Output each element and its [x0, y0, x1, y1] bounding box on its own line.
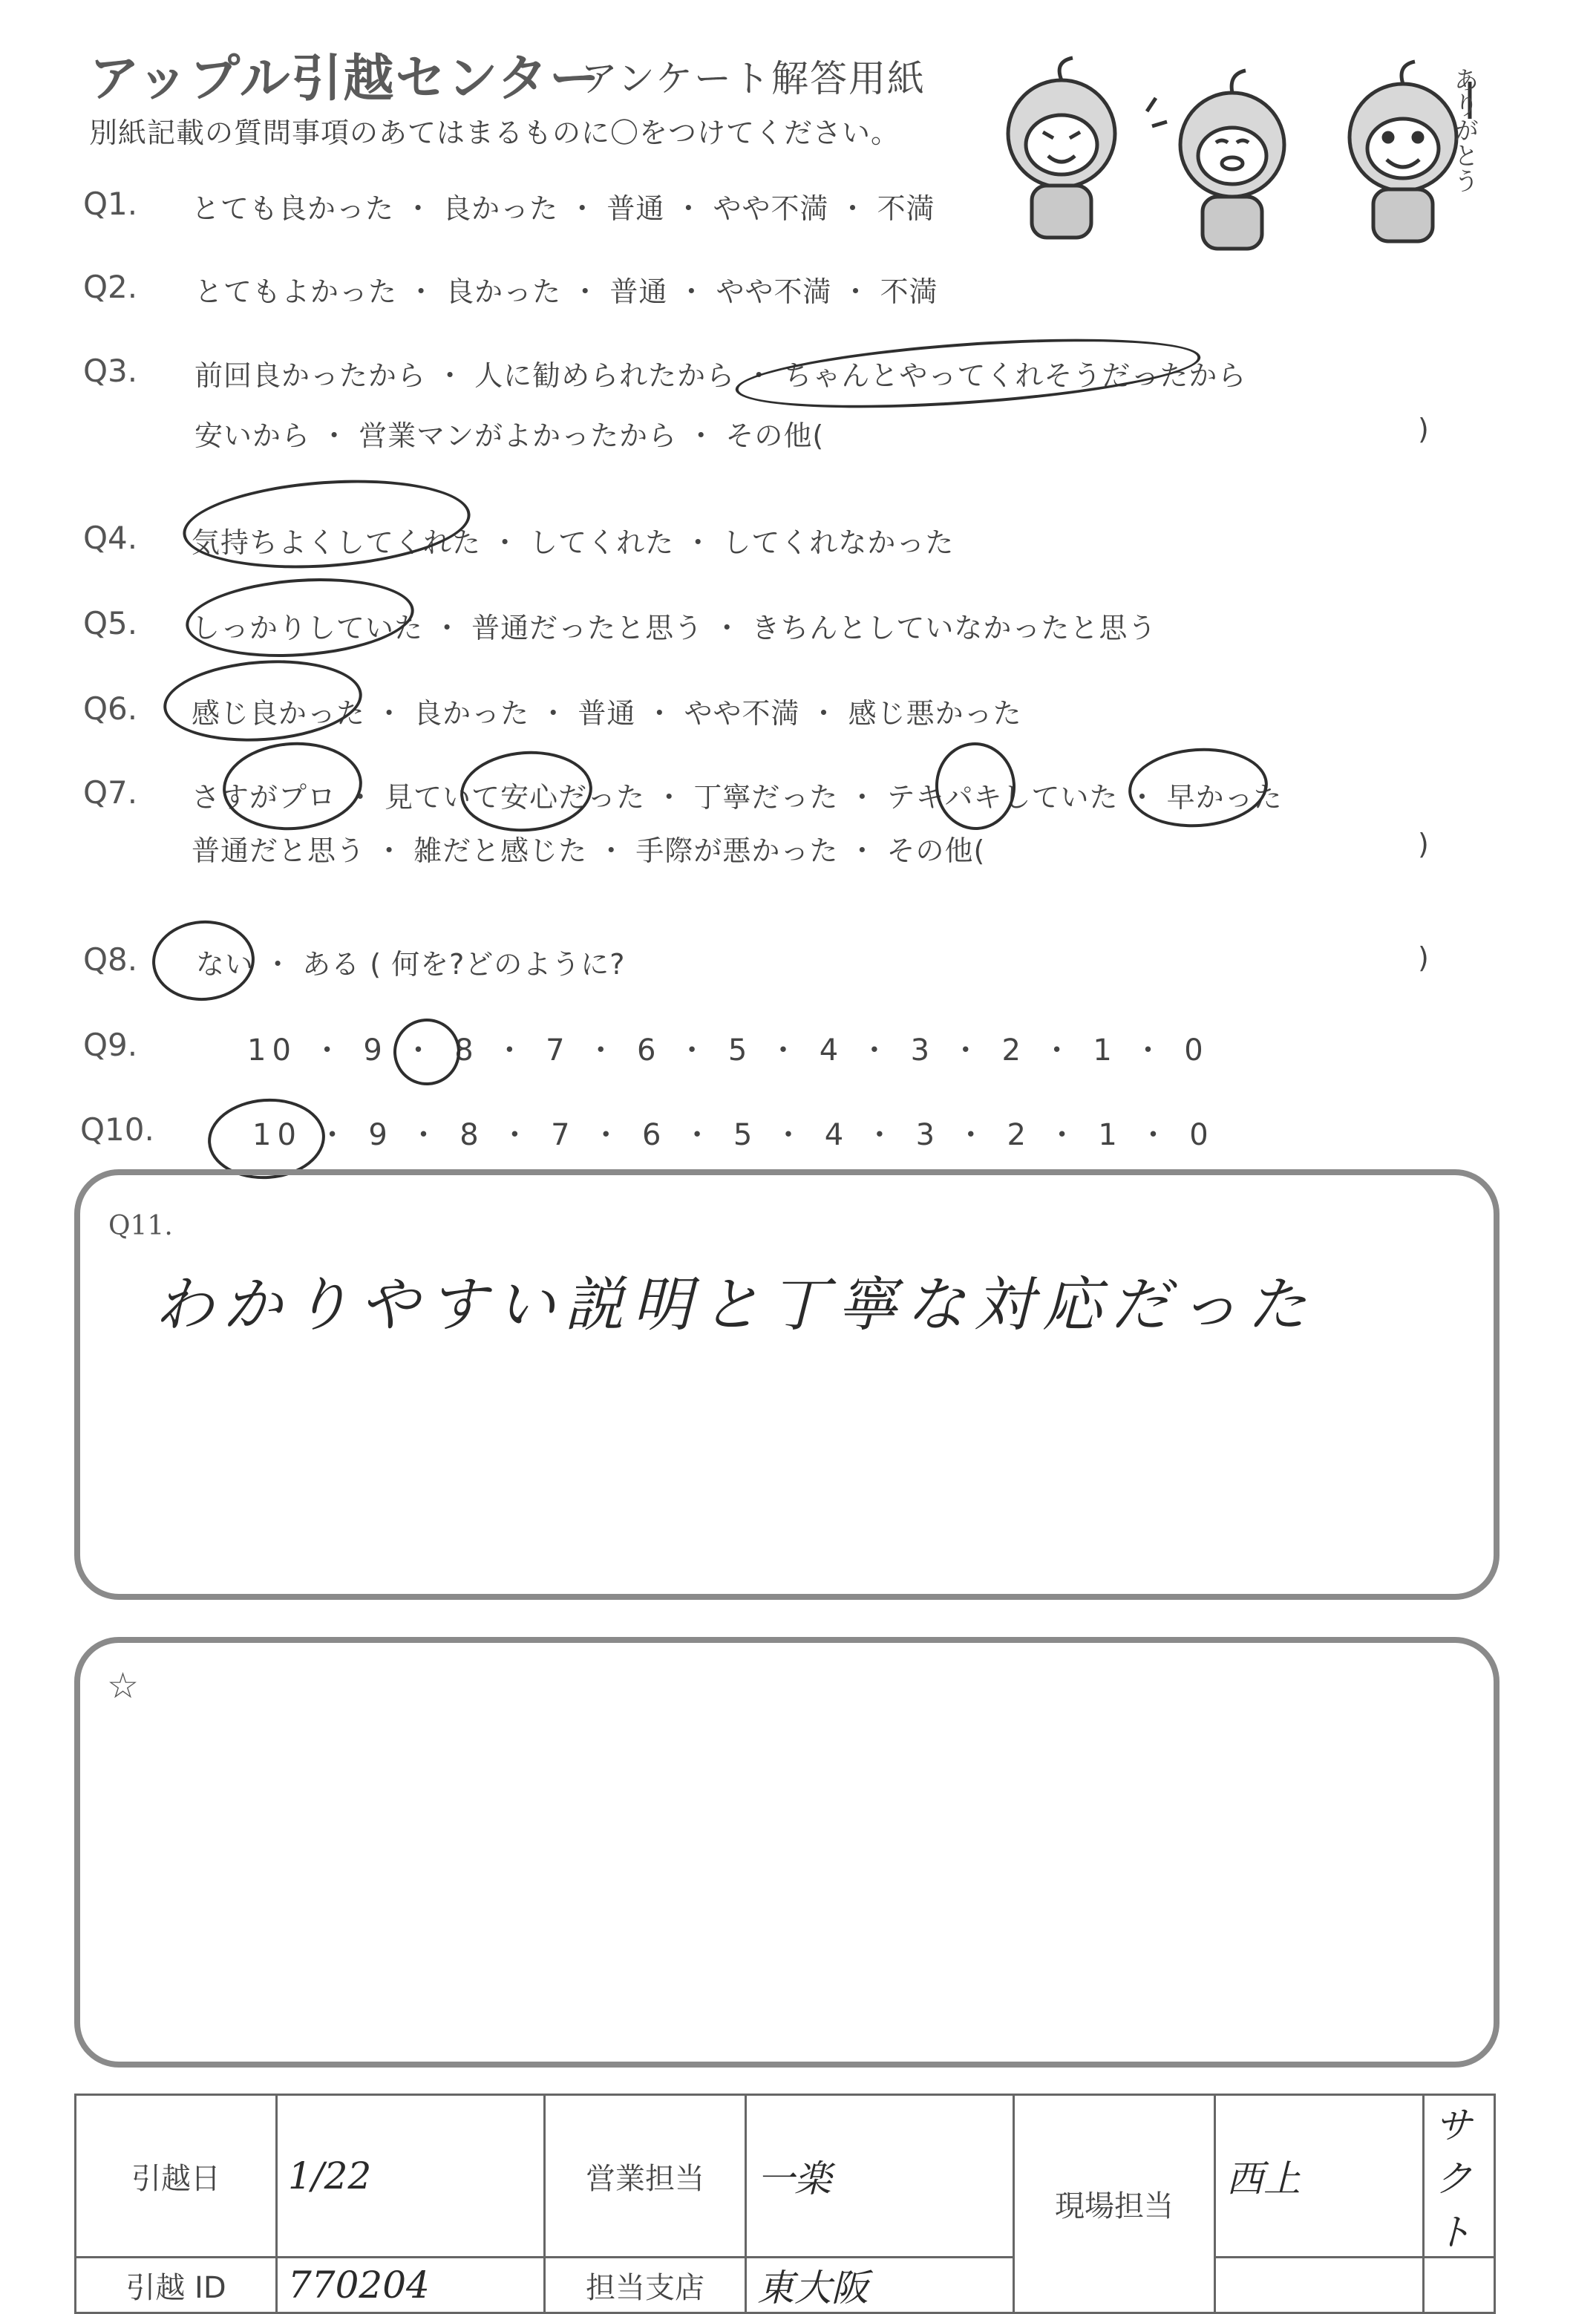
q11-label: Q11. — [108, 1211, 173, 1241]
question-label-q3: Q3. — [83, 353, 138, 389]
form-subtitle: アンケート解答用紙 — [580, 57, 926, 100]
question-label-q6: Q6. — [83, 690, 138, 727]
q11-answer: わかりやすい説明と丁寧な対応だった — [154, 1270, 1315, 1339]
paren-close-q3: ) — [1418, 413, 1429, 445]
question-options-q8: ない ・ ある ( 何を?どのように? — [196, 948, 626, 981]
sales-label: 営業担当 — [545, 2095, 746, 2258]
question-label-q5: Q5. — [83, 605, 138, 641]
question-options-q3-line1: 前回良かったから ・ 人に勧められたから ・ ちゃんとやってくれそうだったから — [194, 359, 1247, 392]
answer-mark-q8 — [149, 917, 257, 1004]
question-label-q7: Q7. — [83, 774, 138, 811]
question-label-q2: Q2. — [83, 269, 138, 305]
answer-mark-q6 — [161, 654, 365, 748]
move-id-label: 引越 ID — [76, 2258, 277, 2313]
rating-scale-q9: 10 ・ 9 ・ 8 ・ 7 ・ 6 ・ 5 ・ 4 ・ 3 ・ 2 ・ 1 ・ 0 — [247, 1033, 1209, 1068]
move-date-value: 1/22 — [277, 2095, 545, 2258]
q11-comment-box — [74, 1169, 1499, 1600]
mascot-illustration — [980, 52, 1485, 260]
question-options-q5: しっかりしていた ・ 普通だったと思う ・ きちんとしていなかったと思う — [192, 612, 1157, 644]
paren-close-q8: ) — [1418, 941, 1429, 974]
site-staff-2: サクト — [1424, 2095, 1495, 2258]
answer-mark-q7-d — [1126, 744, 1271, 832]
monkey-mascots-icon — [980, 52, 1485, 260]
move-id-value: 770204 — [277, 2258, 545, 2313]
question-options-q3-line2: 安いから ・ 営業マンがよかったから ・ その他( — [194, 419, 825, 452]
answer-mark-q7-a — [220, 738, 365, 835]
question-label-q4: Q4. — [83, 520, 138, 556]
move-date-label: 引越日 — [76, 2095, 277, 2258]
free-comment-box — [74, 1637, 1499, 2068]
site-staff-empty-1 — [1215, 2258, 1424, 2313]
sales-value: 一楽 — [746, 2095, 1014, 2258]
question-options-q1: とても良かった ・ 良かった ・ 普通 ・ やや不満 ・ 不満 — [192, 192, 935, 225]
question-options-q2: とてもよかった ・ 良かった ・ 普通 ・ やや不満 ・ 不満 — [194, 275, 938, 308]
question-label-q9: Q9. — [83, 1027, 138, 1063]
answer-mark-q7-c — [932, 739, 1018, 832]
question-options-q6: 感じ良かった ・ 良かった ・ 普通 ・ やや不満 ・ 感じ悪かった — [192, 697, 1022, 730]
question-options-q7-line1: さすがプロ ・ 見ていて安心だった ・ 丁寧だった ・ テキパキしていた ・ 早かった — [192, 781, 1283, 814]
site-label: 現場担当 — [1014, 2095, 1215, 2313]
instruction-text: 別紙記載の質問事項のあてはまるものに〇をつけてください。 — [89, 117, 900, 149]
site-staff-1: 西上 — [1215, 2095, 1424, 2258]
site-staff-empty-2 — [1424, 2258, 1495, 2313]
question-options-q7-line2: 普通だと思う ・ 雑だと感じた ・ 手際が悪かった ・ その他( — [192, 834, 986, 867]
rating-scale-q10: 10 ・ 9 ・ 8 ・ 7 ・ 6 ・ 5 ・ 4 ・ 3 ・ 2 ・ 1 ・ 0 — [252, 1118, 1214, 1152]
branch-value: 東大阪 — [746, 2258, 1014, 2313]
question-label-q1: Q1. — [83, 186, 138, 222]
question-options-q4: 気持ちよくしてくれた ・ してくれた ・ してくれなかった — [192, 526, 955, 559]
footer-info-table — [74, 2094, 1496, 2314]
brand-title: アップル引越センター — [89, 50, 601, 108]
answer-mark-q5 — [183, 571, 417, 664]
answer-mark-q3 — [733, 327, 1203, 420]
question-label-q8: Q8. — [83, 941, 138, 978]
answer-mark-q7-b — [457, 747, 595, 836]
star-icon: ☆ — [107, 1665, 140, 1707]
mascot-caption: ありがとう — [1449, 67, 1479, 193]
answer-mark-q4 — [180, 471, 473, 578]
paren-close-q7: ) — [1418, 828, 1429, 860]
question-label-q10: Q10. — [80, 1111, 154, 1148]
branch-label: 担当支店 — [545, 2258, 746, 2313]
